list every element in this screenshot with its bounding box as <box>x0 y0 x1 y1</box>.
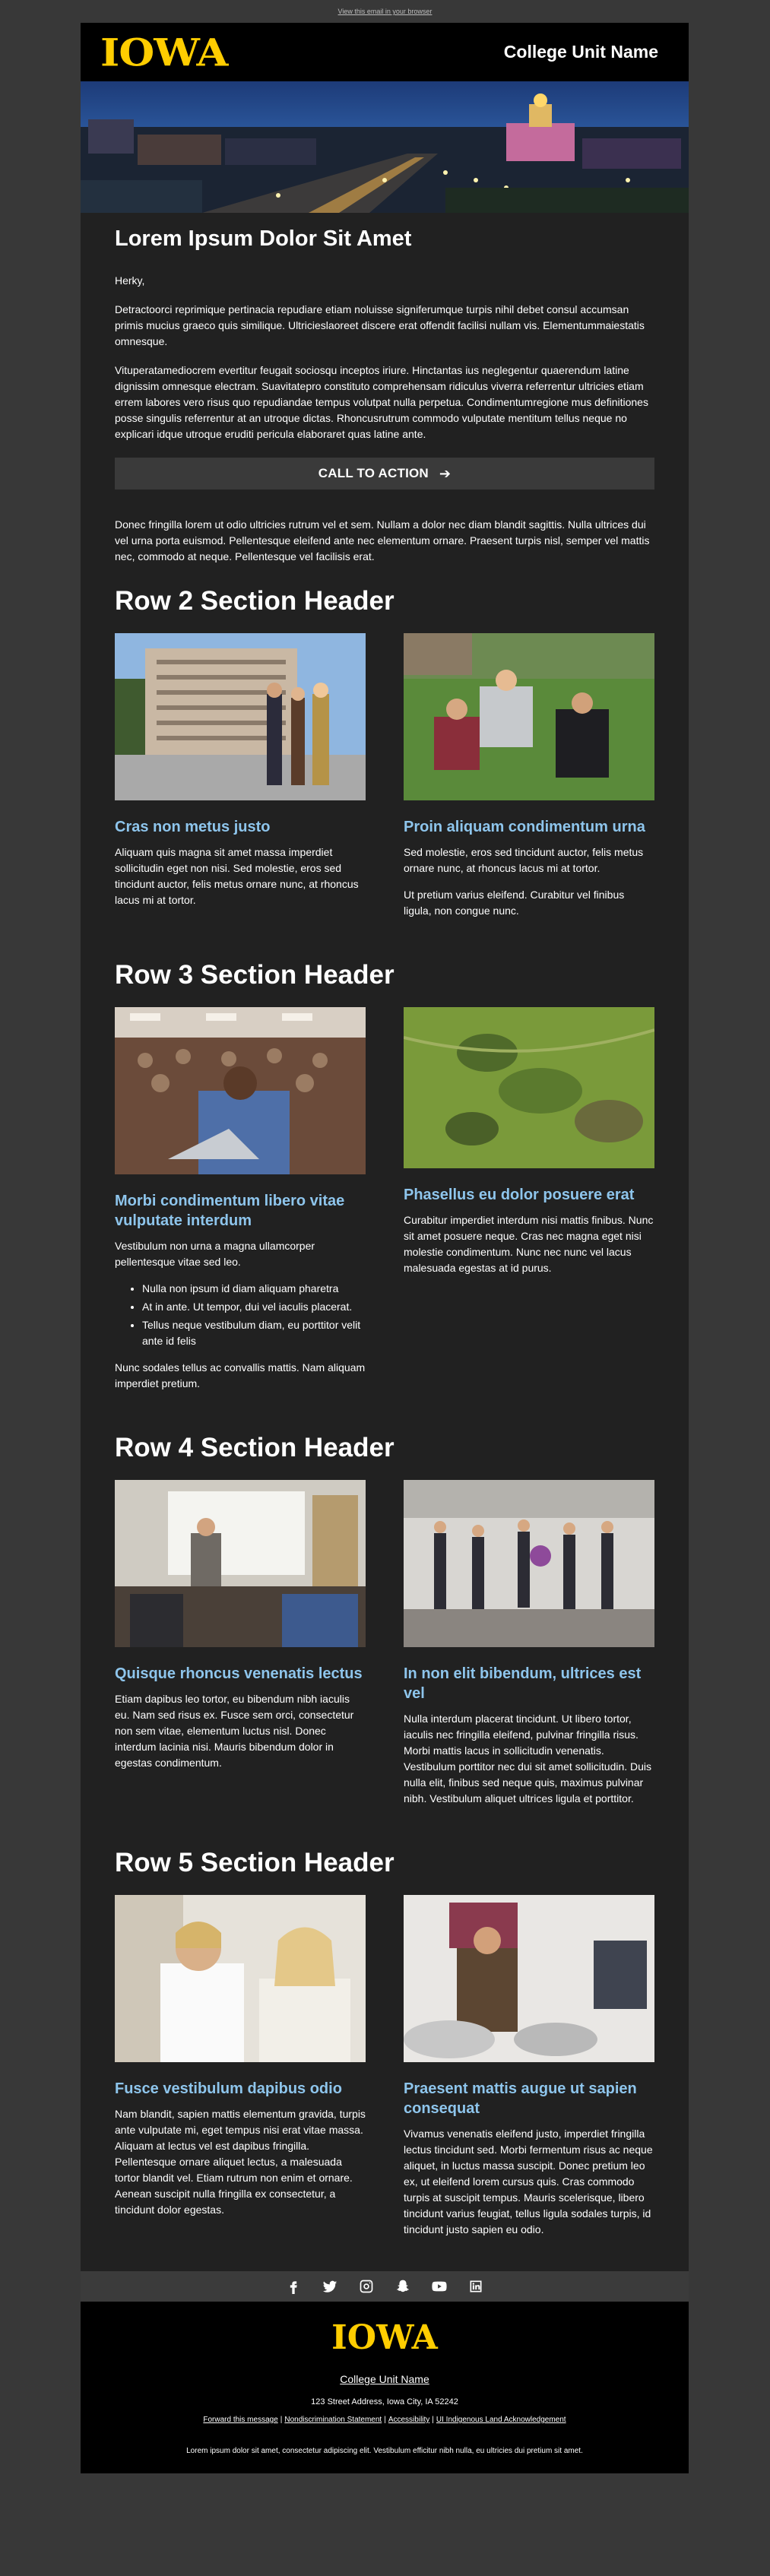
accessibility-link[interactable]: Accessibility <box>388 2416 430 2424</box>
linkedin-icon[interactable] <box>468 2279 483 2294</box>
social-bar <box>81 2271 689 2302</box>
students-on-lawn-photo <box>404 633 654 800</box>
hero-image <box>81 81 689 213</box>
list-item: • At in ante. Ut tempor, dui vel iaculis placerat. <box>142 1299 366 1315</box>
intro-section <box>81 213 689 2248</box>
footer-address: 123 Street Address, Iowa City, IA 52242 <box>311 2397 458 2406</box>
footer-unit-name-link[interactable]: College Unit Name <box>340 2373 429 2385</box>
row3-right-title[interactable]: Phasellus eu dolor posuere erat <box>404 1187 635 1203</box>
row5-right-paragraph: Vivamus venenatis eleifend justo, imperdiet fringilla lectus tincidunt sed. Morbi fermentum risus ac neque aliquet, in luctus massa suscipit. Donec pretium leo ex, ut eleifend lorem cursus quis. Cras commodo turpis at suscipit tempus. Mauris scelerisque, libero tincidunt varius feugiat, tellus ligula sodales turpis, id tincidunt justo sapien eu odio. <box>404 2128 653 2235</box>
arrow-right-icon: ➔ <box>439 465 452 481</box>
intro-paragraph-1: Detractoorci reprimique pertinacia repudiare etiam noluisse signiferumque turpis nihil debet consul accumsan primis mucius graeco quis similique. Ultricieslaoreet discere erat offendit facilisi nullam vis. Elementummaiestatis omnesque. <box>115 303 645 347</box>
row4-right-paragraph: Nulla interdum placerat tincidunt. Ut libero tortor, iaculis nec fringilla eleifend, pulvinar fringilla risus. Morbi mattis lacus in sollicitudin venenatis. Vestibulum porttitor nec dui sit amet sollicitudin. Duis nulla elit, finibus sed neque quis, maximus pulvinar nibh. Vestibulum aliquet ultrices ligula et porttitor. <box>404 1713 652 1804</box>
row4-left-title[interactable]: Quisque rhoncus venenatis lectus <box>115 1665 363 1682</box>
row4-right-column <box>404 1480 654 1817</box>
pharmacy-students-photo <box>115 1895 366 2062</box>
dance-studio-photo <box>404 1480 654 1647</box>
facebook-icon[interactable] <box>286 2279 301 2294</box>
intro-paragraph-3: Donec fringilla lorem ut odio ultricies rutrum vel et sem. Nullam a dolor nec diam blandit sagittis. Nulla ultrices dui vel urna porta euismod. Pellentesque eleifend ante nec elementum ornare. Praesent turpis nisl, semper vel mattis nec, commodo at neque. Pellentesque vel facilisis erat. <box>115 518 650 562</box>
footer-iowa-logo[interactable]: IOWA <box>331 2318 438 2357</box>
row5-left-title[interactable]: Fusce vestibulum dapibus odio <box>115 2080 342 2097</box>
view-in-browser-link[interactable]: View this email in your browser <box>337 8 433 15</box>
row5-right-column <box>404 1895 654 2248</box>
students-walking-photo <box>115 633 366 800</box>
row2-left-title[interactable]: Cras non metus justo <box>115 819 271 835</box>
row3-right-column <box>404 1007 654 1402</box>
footer-small-text: Lorem ipsum dolor sit amet, consectetur adipiscing elit. Vestibulum efficitur nibh nulla, eu ultricies dui pretium sit amet. <box>186 2447 583 2455</box>
intro-paragraph-2: Vituperatamediocrem evertitur feugait sociosqu inceptos iriure. Hinctantas ius neglegentur quaerendum latine dignissim omnesque electram. Suavitatepro constituto comprehensam ridiculus viverra referrentur ultricies etiam errem labores vero risus quo repudiandae tempus volutpat nulla perpetua. Condimentumregione mus definitiones posse singulis referrentur at an utroque dictas. Rhoncusrutrum commodo vulputate mentitum tellus neque no explicari idque utroque eruditi pericula elaboraret quas latine ante. <box>115 364 648 440</box>
intro-title: Lorem Ipsum Dolor Sit Amet <box>115 227 412 251</box>
footer-links: Forward this message | Nondiscrimination Statement | Accessibility | UI Indigenous Land Acknowledgement <box>203 2416 566 2424</box>
iowa-logo[interactable]: IOWA <box>100 30 228 74</box>
aerial-prairie-photo <box>404 1007 654 1168</box>
college-unit-name: College Unit Name <box>503 42 658 62</box>
row3 <box>115 1007 654 1402</box>
row3-section-header: Row 3 Section Header <box>115 960 395 990</box>
row5 <box>115 1895 654 2248</box>
row3-right-paragraph: Curabitur imperdiet interdum nisi mattis finibus. Nunc sit amet posuere neque. Cras nec magna eget nisi molestie condimentum. Nunc nec nunc vel lacus malesuada egestas at id purus. <box>404 1214 654 1274</box>
lecture-hall-photo <box>115 1007 366 1174</box>
greeting: Herky, <box>115 274 145 287</box>
row3-left-column <box>115 1007 366 1402</box>
list-item: • Nulla non ipsum id diam aliquam pharetra <box>142 1281 366 1297</box>
preheader-bar <box>0 0 770 23</box>
classroom-teacher-photo <box>115 1480 366 1647</box>
row5-right-title[interactable]: Praesent mattis augue ut sapien consequat <box>404 2080 637 2117</box>
row5-section-header: Row 5 Section Header <box>115 1848 395 1877</box>
row3-left-title[interactable]: Morbi condimentum libero vitae vulputate interdum <box>115 1193 345 1229</box>
row2-right-paragraph-2: Ut pretium varius eleifend. Curabitur vel finibus ligula, non congue nunc. <box>404 889 625 917</box>
twitter-icon[interactable] <box>322 2279 337 2294</box>
row4-left-column <box>115 1480 366 1817</box>
snapchat-icon[interactable] <box>395 2279 410 2294</box>
forward-message-link[interactable]: Forward this message <box>203 2416 278 2424</box>
row4-left-paragraph: Etiam dapibus leo tortor, eu bibendum nibh iaculis eu. Nam sed risus ex. Fusce sem orci, consectetur non sem vitae, elementum luctus nisl. Donec interdum lacinia nisi. Mauris bibendum dolor in egestas condimentum. <box>115 1693 354 1769</box>
row3-bullet-list <box>142 1281 366 1349</box>
land-acknowledgement-link[interactable]: UI Indigenous Land Acknowledgement <box>436 2416 566 2424</box>
row4-right-title[interactable]: In non elit bibendum, ultrices est vel <box>404 1665 642 1702</box>
cta-label: CALL TO ACTION <box>318 466 429 480</box>
row2-left-column <box>115 633 366 930</box>
email-header <box>81 23 689 81</box>
call-to-action-button[interactable] <box>115 458 654 490</box>
youtube-icon[interactable] <box>432 2279 447 2294</box>
music-drummer-photo <box>404 1895 654 2062</box>
row2-right-title[interactable]: Proin aliquam condimentum urna <box>404 819 645 835</box>
nondiscrimination-link[interactable]: Nondiscrimination Statement <box>284 2416 382 2424</box>
row2-section-header: Row 2 Section Header <box>115 586 395 616</box>
row4-section-header: Row 4 Section Header <box>115 1433 395 1462</box>
row3-left-paragraph-1: Vestibulum non urna a magna ullamcorper pellentesque vitae sed leo. <box>115 1240 315 1268</box>
row4 <box>115 1480 654 1817</box>
row2 <box>115 633 654 930</box>
row5-left-column <box>115 1895 366 2248</box>
row3-left-paragraph-2: Nunc sodales tellus ac convallis mattis. Nam aliquam imperdiet pretium. <box>115 1361 366 1389</box>
row5-left-paragraph: Nam blandit, sapien mattis elementum gravida, turpis ante vulputate mi, eget tempus nisi erat vitae massa. Aliquam at lectus vel est dapibus fringilla. Pellentesque ornare aliquet lectus, a malesuada tortor blandit vel. Etiam rutrum non enim et ornare. Aenean suscipit nulla fringilla ex consectetur, a tincidunt dolor egestas. <box>115 2108 366 2216</box>
list-item: • Tellus neque vestibulum diam, eu porttitor velit ante id felis <box>142 1317 366 1349</box>
row2-right-column <box>404 633 654 930</box>
instagram-icon[interactable] <box>359 2279 374 2294</box>
row2-right-paragraph-1: Sed molestie, eros sed tincidunt auctor, felis metus ornare nunc, at rhoncus lacus mi at tortor. <box>404 846 644 874</box>
row2-left-paragraph: Aliquam quis magna sit amet massa imperdiet sollicitudin eget non nisi. Sed molestie, eros sed tincidunt auctor, felis metus ornare nunc, at rhoncus lacus mi at tortor. <box>115 846 359 906</box>
email-container <box>81 23 689 2473</box>
email-footer <box>81 2302 689 2473</box>
